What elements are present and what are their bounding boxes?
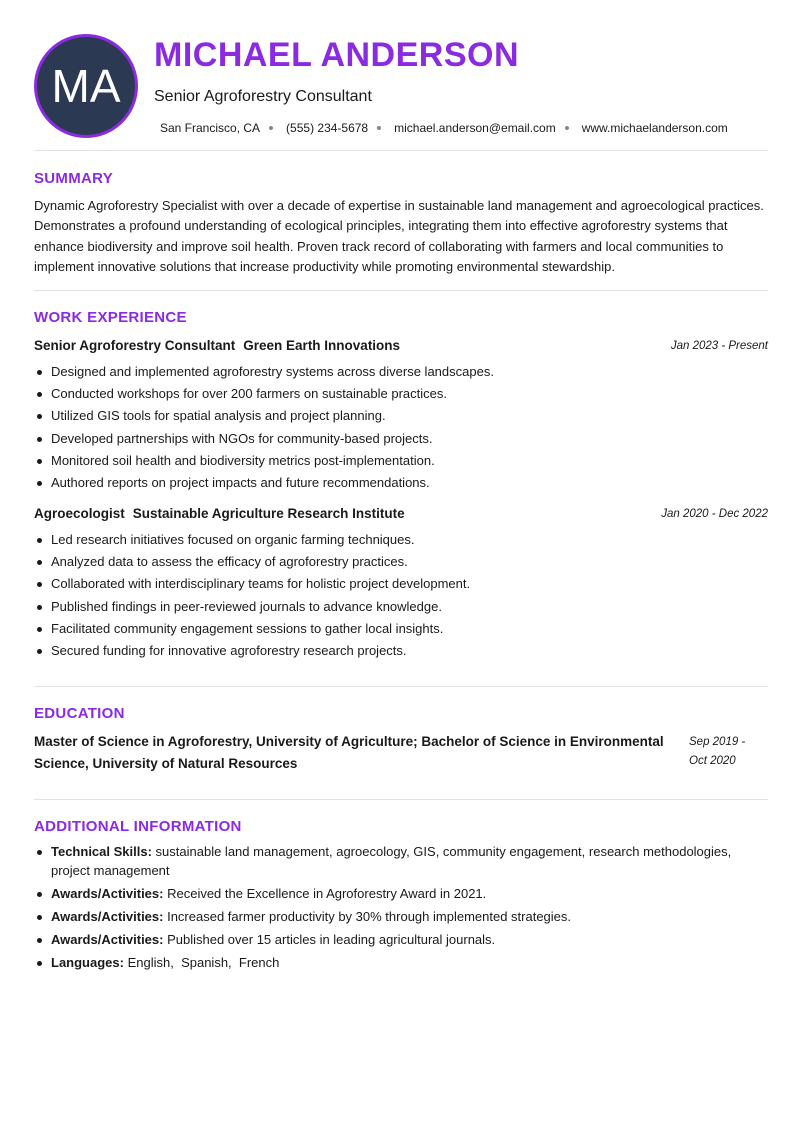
contact-email[interactable]: michael.anderson@email.com [394, 121, 556, 135]
list-item: Authored reports on project impacts and future recommendations. [34, 474, 768, 496]
job-company: Sustainable Agriculture Research Institute [132, 506, 405, 521]
info-text: English, Spanish, French [127, 954, 280, 970]
list-item [34, 908, 768, 927]
contact-location: San Francisco, CA [160, 121, 261, 135]
info-label: Languages: [51, 954, 124, 970]
summary-heading: SUMMARY [34, 170, 114, 187]
education-dates: Sep 2019 - Oct 2020 [689, 736, 746, 767]
info-text: Increased farmer productivity by 30% through implemented strategies. [167, 908, 572, 924]
info-label: Technical Skills: [51, 844, 152, 859]
info-label: Awards/Activities: [51, 908, 164, 924]
section-divider [34, 290, 768, 291]
list-item: Led research initiatives focused on organic farming techniques. [34, 531, 768, 553]
separator-dot-icon [269, 126, 273, 130]
info-label: Awards/Activities: [51, 931, 164, 947]
work-experience-heading: WORK EXPERIENCE [34, 309, 187, 326]
info-text: Received the Excellence in Agroforestry Award in 2021. [167, 885, 487, 901]
list-item: Collaborated with interdisciplinary teams for holistic project development. [34, 575, 768, 597]
info-label: Awards/Activities: [51, 885, 164, 901]
avatar-initials: MA [51, 60, 121, 112]
list-item [34, 885, 768, 904]
avatar [34, 34, 138, 138]
candidate-title: Senior Agroforestry Consultant [154, 88, 372, 105]
job-company: Green Earth Innovations [243, 338, 401, 353]
education-heading: EDUCATION [34, 705, 125, 722]
list-item: Designed and implemented agroforestry systems across diverse landscapes. [34, 363, 768, 385]
list-item: Published findings in peer-reviewed journals to advance knowledge. [34, 598, 768, 620]
info-text: Published over 15 articles in leading agricultural journals. [167, 931, 496, 947]
list-item [34, 843, 768, 880]
list-item: Conducted workshops for over 200 farmers on sustainable practices. [34, 385, 768, 407]
list-item [34, 931, 768, 950]
separator-dot-icon [565, 126, 569, 130]
list-item: Secured funding for innovative agroforestry research projects. [34, 642, 768, 664]
job-dates: Jan 2020 - Dec 2022 [661, 508, 768, 520]
candidate-name: MICHAEL ANDERSON [154, 36, 520, 74]
contact-website[interactable]: www.michaelanderson.com [581, 121, 728, 135]
education-degree: Master of Science in Agroforestry, University of Agriculture; Bachelor of Science in Environmental Science, University of Natural Resources [34, 734, 664, 771]
job-dates: Jan 2023 - Present [670, 340, 768, 352]
resume-header [34, 0, 768, 150]
section-divider [34, 799, 768, 800]
job-bullets [34, 531, 768, 664]
list-item: Monitored soil health and biodiversity metrics post-implementation. [34, 452, 768, 474]
job-title [34, 338, 400, 353]
contact-info [160, 121, 728, 135]
contact-phone: (555) 234-5678 [286, 121, 369, 135]
list-item [34, 954, 768, 973]
section-divider [34, 150, 768, 151]
additional-info-list [34, 843, 768, 977]
summary-text: Dynamic Agroforestry Specialist with over a decade of expertise in sustainable land management and agroecological practices. Demonstrates a profound understanding of ecological principles, integrating them into effective agroforestry systems that enhance biodiversity and improve soil health. Proven track record of collaborating with farmers and local communities to implement innovative solutions that increase productivity while promoting environmental stewardship. [34, 198, 764, 274]
job-header [34, 506, 768, 526]
job-title [34, 506, 405, 521]
job-role: Agroecologist [34, 506, 125, 521]
list-item: Facilitated community engagement sessions to gather local insights. [34, 620, 768, 642]
job-bullets [34, 363, 768, 496]
job-header [34, 338, 768, 358]
list-item: Developed partnerships with NGOs for community-based projects. [34, 430, 768, 452]
info-text: sustainable land management, agroecology, GIS, community engagement, research methodologies, project management [51, 844, 732, 878]
job-role: Senior Agroforestry Consultant [34, 338, 236, 353]
additional-info-heading: ADDITIONAL INFORMATION [34, 818, 242, 835]
list-item: Analyzed data to assess the efficacy of agroforestry practices. [34, 553, 768, 575]
list-item: Utilized GIS tools for spatial analysis and project planning. [34, 407, 768, 429]
section-divider [34, 686, 768, 687]
separator-dot-icon [377, 126, 381, 130]
resume-page [34, 0, 768, 1130]
